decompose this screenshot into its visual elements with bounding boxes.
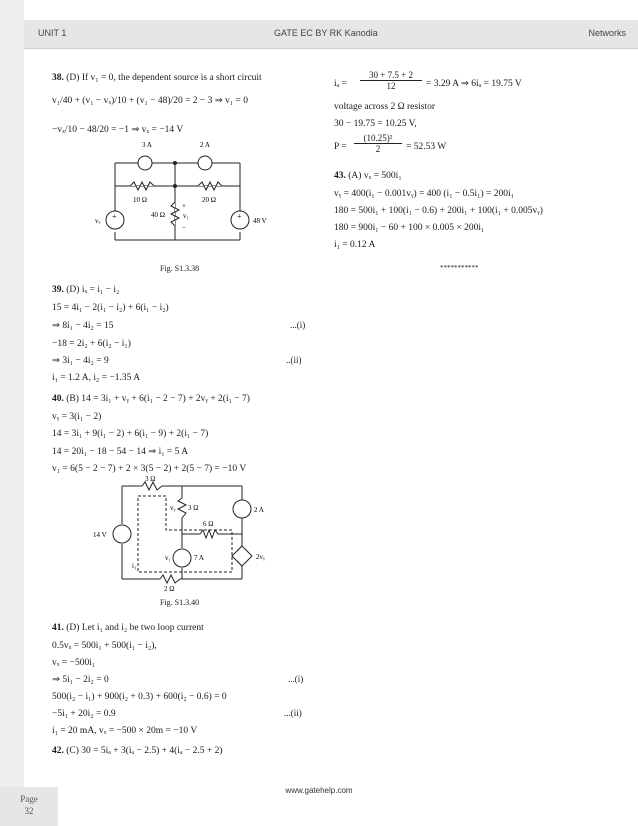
fig38-plus-vx: + [112,212,117,221]
right-line-voltage-label: voltage across 2 Ω resistor [334,102,435,112]
right-ia-lhs: iₐ = [334,79,347,89]
fig40-label-vy: vᵧ [170,504,176,512]
fig38-plus-v1: + [182,202,186,210]
right-power-lhs: P = [334,142,347,152]
header-title: GATE EC BY RK Kanodia [274,28,378,38]
fig38-plus-48: + [237,212,242,221]
circuit-fig-38 [90,140,290,260]
solution-41-line5: 500(i₂ − i₁) + 900(i₂ + 0.3) + 600(i₂ − 0.6) = 0 [52,692,227,702]
fig40-label-3ohm-top: 3 Ω [145,475,156,483]
fig38-minus-v1: − [182,224,186,232]
left-margin-bar [0,0,24,826]
page-number: 32 [24,806,34,816]
fig38-label-10ohm: 10 Ω [133,196,147,204]
solution-39-line1: 39. (D) iₓ = i₁ − i₂ [52,285,120,295]
solution-38-line1: 38. (D) If v₁ = 0, the dependent source is a short circuit [52,73,262,83]
right-line-voltage-value: 30 − 19.75 = 10.25 V, [334,119,417,129]
fig38-label-40ohm: 40 Ω [151,211,165,219]
solution-39-line3: ⇒ 8i₁ − 4i₂ = 15 [52,321,114,331]
page-label: Page [20,794,38,804]
fig40-label-2A: 2 A [254,506,264,514]
page-header [24,20,638,49]
solution-40-line3: 14 = 3i₁ + 9(i₁ − 2) + 6(i₁ − 9) + 2(i₁ − 7) [52,429,209,439]
fig38-label-3A: 3 A [142,141,152,149]
right-power-result: = 52.53 W [406,142,447,152]
fig40-label-14V: 14 V [93,531,107,539]
circuit-fig-40 [90,474,290,594]
solution-41-line2: 0.5vₓ = 500i₁ + 500(i₁ − i₂), [52,641,157,651]
fig38-label-v1: v₁ [183,212,189,220]
fig40-label-7A: 7 A [194,554,204,562]
solution-43-line1: 43. (A) vₓ = 500i₁ [334,171,402,181]
solution-41-line7: i₁ = 20 mA, vₓ = −500 × 20m = −10 V [52,726,198,736]
solution-43-line2: vᵧ = 400(i₁ − 0.001vᵧ) = 400 (i₁ − 0.5i₁) = 200i₁ [334,189,514,199]
solution-42-line1: 42. (C) 30 = 5iₐ + 3(iₐ − 2.5) + 4(iₐ − 2.5 + 2) [52,746,223,756]
fig38-caption: Fig. S1.3.38 [160,264,200,273]
solution-39-ref-i: ...(i) [290,320,306,330]
solution-40-line1: 40. (B) 14 = 3i₁ + vᵧ + 6(i₁ − 2 − 7) + 2vᵧ + 2(i₁ − 7) [52,394,250,404]
footer-url: www.gatehelp.com [285,786,353,795]
header-subject: Networks [588,28,626,38]
fig38-label-20ohm: 20 Ω [202,196,216,204]
fig40-label-6ohm: 6 Ω [203,520,214,528]
solution-43-line3: 180 = 500i₁ + 100(i₁ − 0.6) + 200i₁ + 100(i₁ + 0.005vᵧ) [334,206,543,216]
solution-43-line5: i₁ = 0.12 A [334,240,376,250]
solution-41-line4: ⇒ 5i₁ − 2i₂ = 0 [52,675,109,685]
solution-38-line2: v₁/40 + (v₁ − vₓ)/10 + (v₁ − 48)/20 = 2 − 3 ⇒ v₁ = 0 [52,96,249,106]
solution-40-line5: v₁ = 6(5 − 2 − 7) + 2 × 3(5 − 2) + 2(5 − 7) = −10 V [52,464,247,474]
right-ia-result: = 3.29 A ⇒ 6iₐ = 19.75 V [426,79,522,89]
solution-38-line3: −vₓ/10 − 48/20 = −1 ⇒ vₓ = −14 V [52,125,184,135]
solution-43-line4: 180 = 900i₁ − 60 + 100 × 0.005 × 200i₁ [334,223,485,233]
page-number-box [0,787,58,826]
solution-39-line6: i₁ = 1.2 A, i₂ = −1.35 A [52,373,141,383]
solution-41-line3: vₓ = −500i₁ [52,658,96,668]
solution-41-line6: −5i₁ + 20i₂ = 0.9 [52,709,116,719]
fig40-label-3ohm-mid: 3 Ω [188,504,199,512]
fig38-label-2A: 2 A [200,141,210,149]
fig40-label-i1: i₁ [132,562,137,570]
solution-41-line1: 41. (D) Let i₁ and i₂ be two loop current [52,623,204,633]
solution-41-ref-ii: ...(ii) [284,708,302,718]
solution-39-line5: ⇒ 3i₁ − 4i₂ = 9 [52,356,109,366]
header-unit: UNIT 1 [38,28,67,38]
solution-39-ref-ii: ..(ii) [286,355,302,365]
fig40-label-v1: v₁ [165,554,171,562]
fig40-label-2ohm: 2 Ω [164,585,175,593]
solution-40-line2: vᵧ = 3(i₁ − 2) [52,412,102,422]
solution-40-line4: 14 = 20i₁ − 18 − 54 − 14 ⇒ i₁ = 5 A [52,447,189,457]
right-ia-fraction: $\frac{30 + 7.5 + 2}{12}$ [360,70,422,91]
solution-41-ref-i: ...(i) [288,674,304,684]
solution-39-line2: 15 = 4i₁ − 2(i₁ − i₂) + 6(i₁ − i₂) [52,303,169,313]
fig38-label-vx: vₓ [95,217,101,225]
fig40-label-2vy: 2vᵧ [256,553,265,561]
section-end-stars: *********** [440,264,479,272]
fig40-caption: Fig. S1.3.40 [160,598,200,607]
right-power-fraction: $\frac{\text{(10.25)²}}{2}$ [354,133,402,154]
solution-39-line4: −18 = 2i₂ + 6(i₂ − i₁) [52,339,131,349]
fig38-label-48V: 48 V [253,217,267,225]
